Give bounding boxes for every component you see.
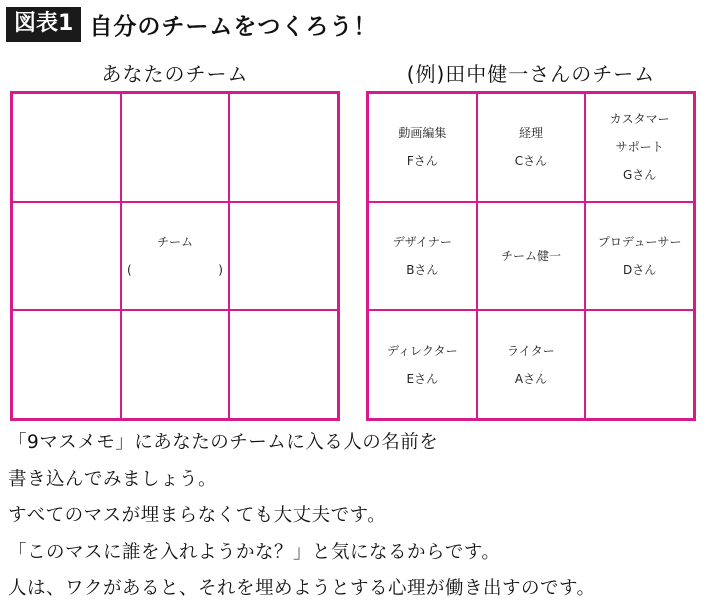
left-cell-4 <box>12 202 121 311</box>
paren-close: ) <box>218 262 223 277</box>
example-cell-line: ディレクター <box>387 343 458 358</box>
right-grid <box>366 91 696 421</box>
team-name-placeholder <box>127 256 223 284</box>
body-text <box>8 425 708 608</box>
example-cell-line: チーム健一 <box>500 248 561 263</box>
left-cell-3 <box>229 93 338 202</box>
body-line: 「このマスに誰を入れようかな？」と気になるからです。 <box>8 541 501 563</box>
example-cell-4 <box>368 202 477 311</box>
example-cell-line: Aさん <box>514 371 548 386</box>
team-label: チーム <box>156 234 193 249</box>
left-cell-9 <box>229 310 338 419</box>
figure-title: 自分のチームをつくろう！ <box>89 13 378 40</box>
example-cell-9 <box>585 310 694 419</box>
example-cell-line: Gさん <box>623 168 657 183</box>
right-grid-title: (例)田中健一さんのチーム <box>406 62 656 86</box>
left-cell-2 <box>121 93 230 202</box>
example-cell-line: Eさん <box>406 371 439 386</box>
left-grid <box>10 91 340 421</box>
body-line: 書き込んでみましょう。 <box>8 468 218 490</box>
figure-header <box>6 5 377 43</box>
example-cell-6 <box>585 202 694 311</box>
example-cell-3 <box>585 93 694 202</box>
example-cell-line: ライター <box>507 343 555 358</box>
example-cell-line: Dさん <box>623 262 657 277</box>
example-cell-1 <box>368 93 477 202</box>
example-cell-line: カスタマー <box>609 112 670 127</box>
example-cell-line: プロデューサー <box>597 234 682 249</box>
left-grid-title: あなたのチーム <box>101 62 249 86</box>
figure-badge: 図表1 <box>6 7 81 42</box>
example-cell-line: サポート <box>615 140 664 155</box>
example-cell-8 <box>477 310 586 419</box>
example-cell-5 <box>477 202 586 311</box>
body-line: 人は、ワクがあると、それを埋めようとする心理が働き出すのです。 <box>8 578 596 599</box>
left-cell-7 <box>12 310 121 419</box>
example-cell-line: Fさん <box>406 154 438 169</box>
left-cell-8 <box>121 310 230 419</box>
example-cell-7 <box>368 310 477 419</box>
example-cell-2 <box>477 93 586 202</box>
example-cell-line: デザイナー <box>392 234 452 249</box>
body-line: 「9マスメモ」にあなたのチームに入る人の名前を <box>8 432 439 453</box>
example-cell-line: Bさん <box>406 262 439 277</box>
left-cell-1 <box>12 93 121 202</box>
body-line: すべてのマスが埋まらなくても大丈夫です。 <box>8 505 387 526</box>
paren-open: ( <box>126 262 132 277</box>
left-cell-center <box>121 202 230 311</box>
example-cell-line: 経理 <box>518 126 543 141</box>
left-cell-6 <box>229 202 338 311</box>
example-cell-line: 動画編集 <box>398 126 447 141</box>
example-cell-line: Cさん <box>514 154 548 169</box>
